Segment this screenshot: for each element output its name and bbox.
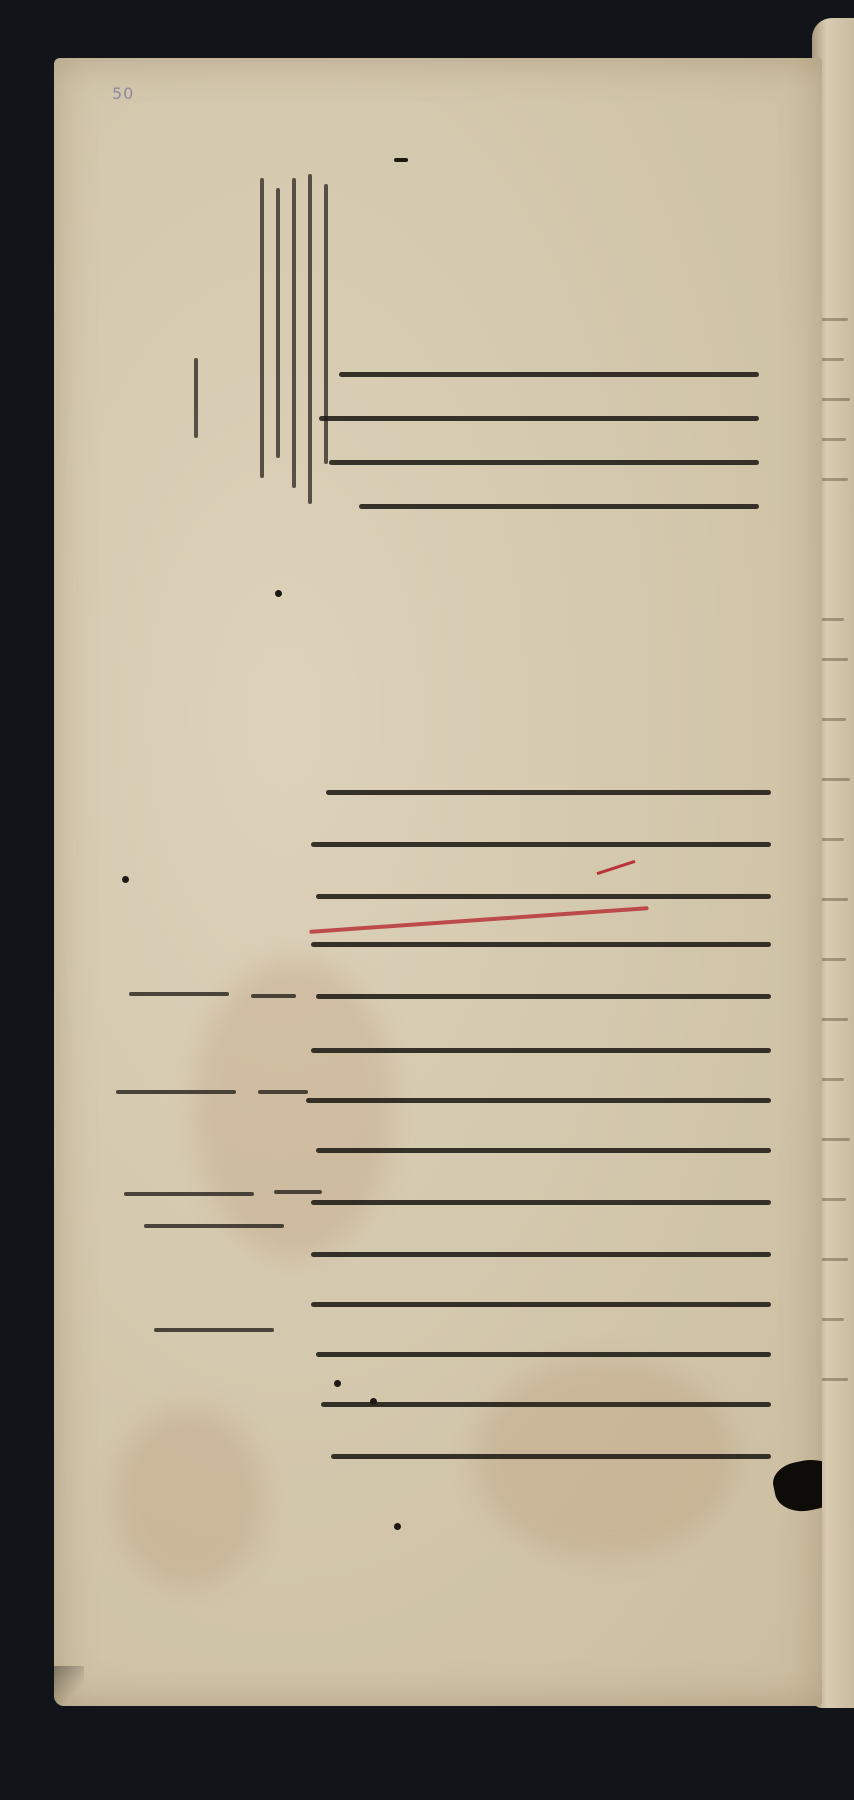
ink-dot — [275, 590, 282, 597]
margin-gloss-1 — [129, 980, 304, 1010]
ghost-text-line — [818, 438, 846, 441]
gloss-text — [116, 1076, 311, 1106]
margin-gloss-3 — [124, 1178, 324, 1242]
ghost-text-line — [818, 958, 846, 961]
ghost-text-line — [818, 658, 848, 661]
ghost-text-line — [818, 1258, 848, 1261]
water-stain — [114, 1408, 264, 1588]
ghost-text-line — [818, 778, 850, 781]
ghost-text-line — [818, 1138, 850, 1141]
ghost-text-line — [818, 1198, 846, 1201]
ghost-text-line — [818, 478, 848, 481]
gloss-text — [154, 1314, 279, 1344]
ink-dot — [122, 876, 129, 883]
ink-dot — [394, 1523, 401, 1530]
margin-gloss-2 — [116, 1076, 311, 1106]
ghost-text-line — [818, 718, 846, 721]
ink-blot — [770, 1453, 822, 1516]
margin-gloss-4 — [154, 1314, 279, 1344]
paragraph-text — [306, 768, 771, 1508]
main-text-paragraph-1 — [319, 358, 759, 558]
ghost-text-line — [818, 1018, 848, 1021]
gloss-text — [124, 1178, 324, 1242]
paragraph-text — [319, 358, 759, 558]
script-stroke — [194, 358, 198, 438]
ghost-text-line — [818, 318, 848, 321]
ink-dash — [394, 158, 408, 162]
ghost-text-line — [818, 1378, 848, 1381]
page-corner-curl — [54, 1666, 84, 1706]
ghost-text-line — [818, 398, 850, 401]
ghost-text-line — [818, 898, 848, 901]
folio-number: 50 — [112, 84, 135, 103]
manuscript-page — [54, 58, 822, 1706]
gloss-text — [129, 980, 304, 1010]
main-text-paragraph-2 — [306, 768, 771, 1508]
